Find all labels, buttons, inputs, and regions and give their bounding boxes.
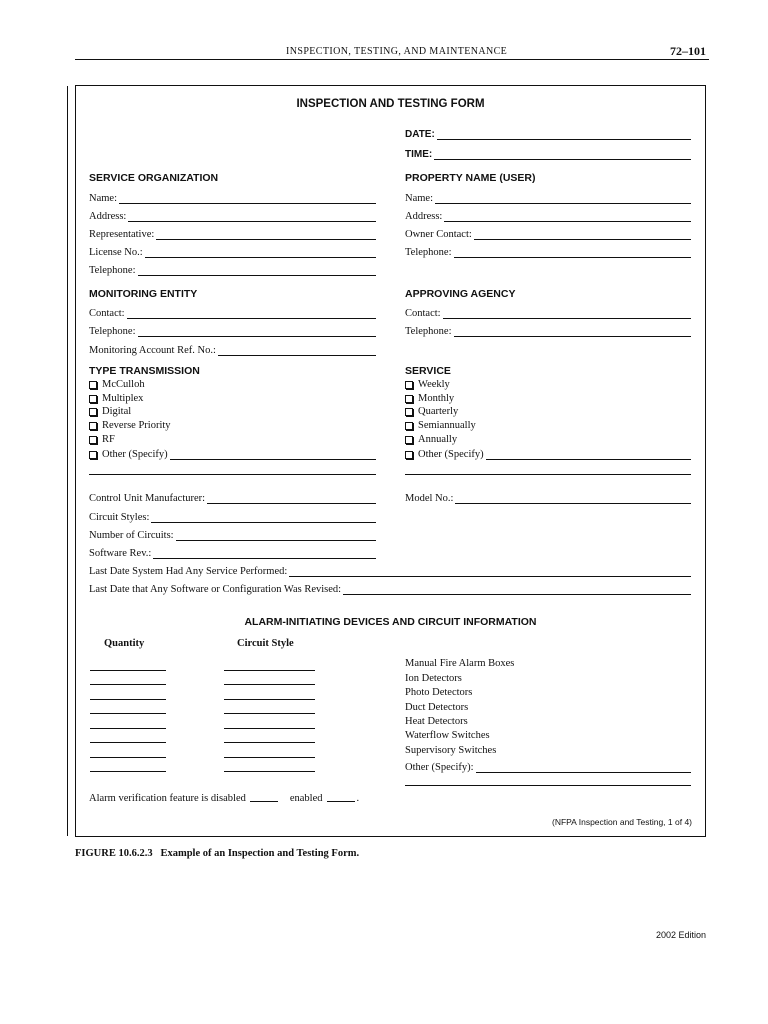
device-other-extra-line[interactable] bbox=[405, 785, 691, 786]
checkbox-icon bbox=[405, 381, 413, 389]
monitoring-contact-field[interactable] bbox=[89, 305, 376, 319]
header-rule bbox=[75, 59, 709, 60]
time-field[interactable] bbox=[405, 146, 691, 160]
transmission-option-reverse-priority[interactable] bbox=[89, 419, 171, 432]
transmission-option-other[interactable] bbox=[89, 446, 376, 460]
option-label: Semiannually bbox=[418, 420, 476, 431]
option-label: Multiplex bbox=[102, 393, 144, 404]
last-service-date-field[interactable] bbox=[89, 563, 691, 577]
alarm-heading: ALARM-INITIATING DEVICES AND CIRCUIT INFORMATION bbox=[244, 616, 537, 628]
property-address-field[interactable] bbox=[405, 208, 691, 222]
checkbox-icon bbox=[89, 422, 97, 430]
field-label: Name: bbox=[89, 193, 117, 204]
circuit-style-blank[interactable] bbox=[224, 728, 315, 729]
service-heading: SERVICE bbox=[405, 365, 451, 377]
option-label: Digital bbox=[102, 406, 132, 417]
field-label: Representative: bbox=[89, 229, 155, 240]
field-label: Control Unit Manufacturer: bbox=[89, 493, 206, 504]
service-option-monthly[interactable] bbox=[405, 392, 454, 405]
service-other-extra-line[interactable] bbox=[405, 474, 691, 475]
property-telephone-field[interactable] bbox=[405, 244, 691, 258]
verification-disabled-blank[interactable] bbox=[250, 801, 278, 802]
service-org-name-field[interactable] bbox=[89, 190, 376, 204]
service-option-quarterly[interactable] bbox=[405, 405, 458, 418]
property-name-field[interactable] bbox=[405, 190, 691, 204]
quantity-blank[interactable] bbox=[90, 728, 166, 729]
last-revised-date-field[interactable] bbox=[89, 581, 691, 595]
software-rev-field[interactable] bbox=[89, 545, 376, 559]
verification-end: . bbox=[356, 793, 360, 804]
alarm-verification-row bbox=[89, 790, 359, 804]
circuit-styles-field[interactable] bbox=[89, 509, 376, 523]
device-label: Photo Detectors bbox=[405, 687, 473, 698]
verification-disabled-label: Alarm verification feature is disabled bbox=[89, 793, 246, 804]
field-label: Telephone: bbox=[89, 326, 136, 337]
field-label: Contact: bbox=[405, 308, 441, 319]
edition-label: 2002 Edition bbox=[655, 930, 706, 940]
quantity-blank[interactable] bbox=[90, 684, 166, 685]
option-label: Monthly bbox=[418, 393, 455, 404]
quantity-column-header: Quantity bbox=[104, 638, 145, 649]
service-org-address-field[interactable] bbox=[89, 208, 376, 222]
quantity-blank[interactable] bbox=[90, 757, 166, 758]
transmission-other-extra-line[interactable] bbox=[89, 474, 376, 475]
device-label: Ion Detectors bbox=[405, 673, 462, 684]
service-org-representative-field[interactable] bbox=[89, 226, 376, 240]
monitoring-account-field[interactable] bbox=[89, 342, 376, 356]
figure-label: FIGURE 10.6.2.3 bbox=[75, 848, 153, 859]
approving-telephone-field[interactable] bbox=[405, 323, 691, 337]
circuit-style-column-header: Circuit Style bbox=[237, 638, 294, 649]
service-org-license-field[interactable] bbox=[89, 244, 376, 258]
date-label: DATE: bbox=[405, 129, 435, 140]
option-label: Reverse Priority bbox=[102, 420, 171, 431]
checkbox-icon bbox=[89, 436, 97, 444]
service-option-annually[interactable] bbox=[405, 433, 457, 446]
checkbox-icon bbox=[89, 395, 97, 403]
field-label: Name: bbox=[405, 193, 433, 204]
checkbox-icon bbox=[405, 408, 413, 416]
circuit-style-blank[interactable] bbox=[224, 757, 315, 758]
transmission-option-digital[interactable] bbox=[89, 405, 131, 418]
field-label: Number of Circuits: bbox=[89, 530, 174, 541]
field-label: License No.: bbox=[89, 247, 143, 258]
option-label: Annually bbox=[418, 434, 458, 445]
checkbox-icon bbox=[405, 395, 413, 403]
property-owner-contact-field[interactable] bbox=[405, 226, 691, 240]
approving-contact-field[interactable] bbox=[405, 305, 691, 319]
number-of-circuits-field[interactable] bbox=[89, 527, 376, 541]
device-label: Heat Detectors bbox=[405, 716, 468, 727]
checkbox-icon bbox=[89, 381, 97, 389]
circuit-style-blank[interactable] bbox=[224, 684, 315, 685]
field-label: Owner Contact: bbox=[405, 229, 472, 240]
field-label: Model No.: bbox=[405, 493, 454, 504]
option-label: Other (Specify) bbox=[418, 449, 484, 460]
checkbox-icon bbox=[405, 451, 413, 459]
model-number-field[interactable] bbox=[405, 490, 691, 504]
circuit-style-blank[interactable] bbox=[224, 699, 315, 700]
quantity-blank[interactable] bbox=[90, 670, 166, 671]
option-label: RF bbox=[102, 434, 115, 445]
device-label: Manual Fire Alarm Boxes bbox=[405, 658, 515, 669]
quantity-blank[interactable] bbox=[90, 771, 166, 772]
date-field[interactable] bbox=[405, 126, 691, 140]
figure-caption-text: Example of an Inspection and Testing Form. bbox=[160, 848, 360, 859]
form-title: INSPECTION AND TESTING FORM bbox=[296, 98, 485, 110]
service-org-telephone-field[interactable] bbox=[89, 262, 376, 276]
running-title: INSPECTION, TESTING, AND MAINTENANCE bbox=[286, 46, 508, 57]
transmission-heading: TYPE TRANSMISSION bbox=[89, 365, 200, 377]
device-label: Waterflow Switches bbox=[405, 730, 490, 741]
circuit-style-blank[interactable] bbox=[224, 713, 315, 714]
field-label: Circuit Styles: bbox=[89, 512, 150, 523]
device-label: Supervisory Switches bbox=[405, 745, 497, 756]
control-manufacturer-field[interactable] bbox=[89, 490, 376, 504]
field-label: Last Date System Had Any Service Performed: bbox=[89, 566, 288, 577]
circuit-style-blank[interactable] bbox=[224, 670, 315, 671]
field-label: Other (Specify): bbox=[405, 762, 474, 773]
service-option-weekly[interactable] bbox=[405, 378, 450, 391]
property-heading: PROPERTY NAME (USER) bbox=[405, 172, 536, 184]
margin-bar bbox=[67, 86, 68, 836]
field-label: Software Rev.: bbox=[89, 548, 152, 559]
verification-enabled-label: enabled bbox=[289, 793, 323, 804]
field-label: Contact: bbox=[89, 308, 125, 319]
quantity-blank[interactable] bbox=[90, 713, 166, 714]
transmission-option-mcculloh[interactable] bbox=[89, 378, 145, 391]
service-option-other[interactable] bbox=[405, 446, 691, 460]
service-org-heading: SERVICE ORGANIZATION bbox=[89, 172, 219, 184]
figure-caption bbox=[75, 848, 359, 859]
device-label: Duct Detectors bbox=[405, 702, 469, 713]
checkbox-icon bbox=[405, 422, 413, 430]
field-label: Telephone: bbox=[89, 265, 136, 276]
checkbox-icon bbox=[89, 451, 97, 459]
time-label: TIME: bbox=[405, 149, 433, 160]
checkbox-icon bbox=[405, 436, 413, 444]
quantity-blank[interactable] bbox=[90, 742, 166, 743]
field-label: Address: bbox=[89, 211, 127, 222]
option-label: Other (Specify) bbox=[102, 449, 168, 460]
service-option-semiannually[interactable] bbox=[405, 419, 476, 432]
circuit-style-blank[interactable] bbox=[224, 771, 315, 772]
field-label: Telephone: bbox=[405, 326, 452, 337]
field-label: Telephone: bbox=[405, 247, 452, 258]
quantity-blank[interactable] bbox=[90, 699, 166, 700]
monitoring-telephone-field[interactable] bbox=[89, 323, 376, 337]
option-label: Weekly bbox=[418, 379, 450, 390]
option-label: Quarterly bbox=[418, 406, 459, 417]
option-label: McCulloh bbox=[102, 379, 145, 390]
circuit-style-blank[interactable] bbox=[224, 742, 315, 743]
field-label: Monitoring Account Ref. No.: bbox=[89, 345, 216, 356]
verification-enabled-blank[interactable] bbox=[327, 801, 355, 802]
device-other-field[interactable] bbox=[405, 759, 691, 773]
approving-heading: APPROVING AGENCY bbox=[405, 288, 516, 300]
field-label: Address: bbox=[405, 211, 443, 222]
monitoring-heading: MONITORING ENTITY bbox=[89, 288, 198, 300]
transmission-option-multiplex[interactable] bbox=[89, 392, 143, 405]
checkbox-icon bbox=[89, 408, 97, 416]
form-footer-note: (NFPA Inspection and Testing, 1 of 4) bbox=[551, 817, 692, 827]
field-label: Last Date that Any Software or Configuration Was Revised: bbox=[89, 584, 342, 595]
transmission-option-rf[interactable] bbox=[89, 433, 115, 446]
page-number: 72–101 bbox=[670, 44, 706, 58]
